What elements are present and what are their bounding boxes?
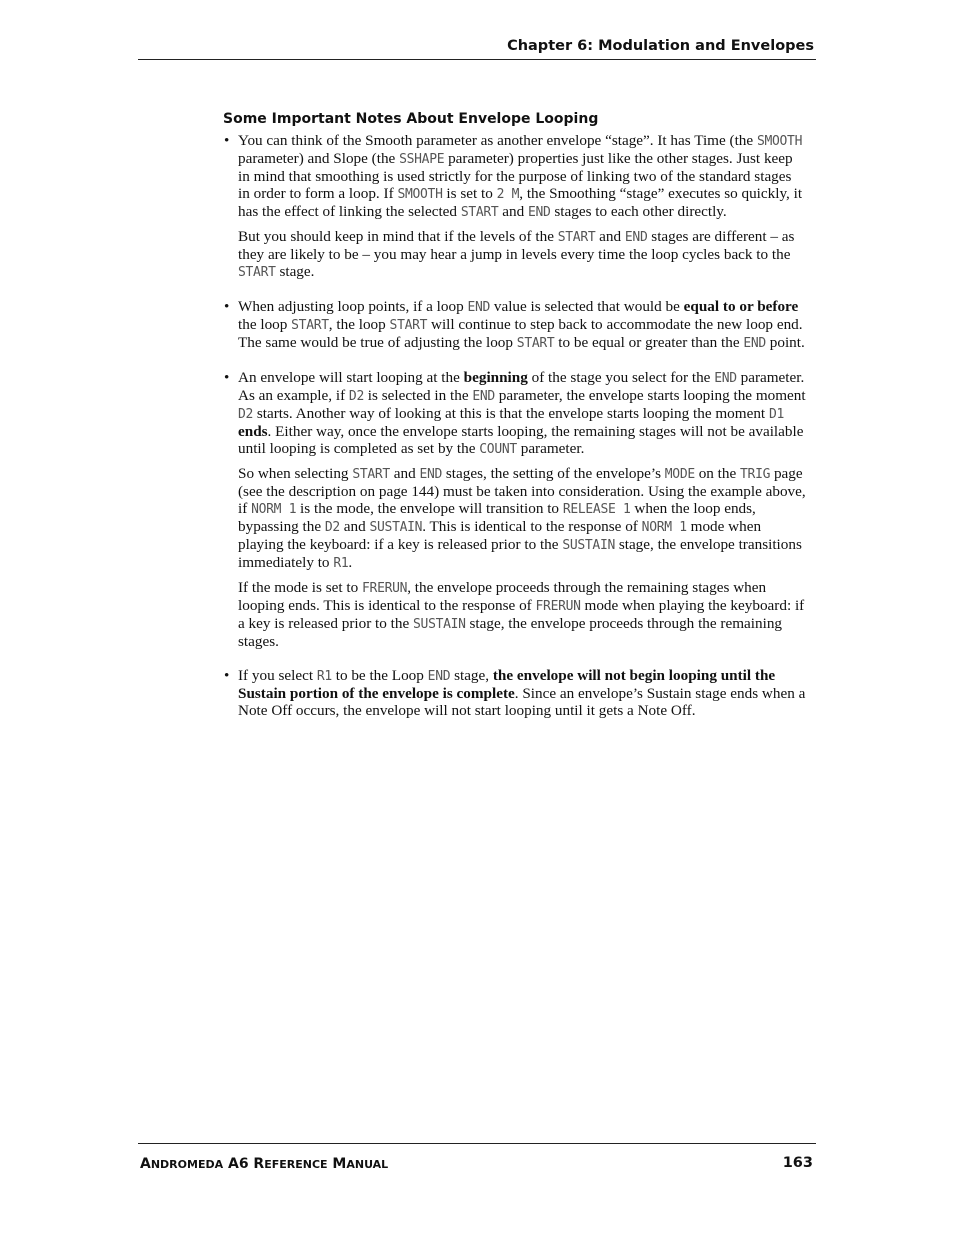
bullet-marker: •: [224, 369, 230, 386]
parameter-name: D2: [348, 389, 364, 404]
parameter-name: SMOOTH: [397, 187, 443, 202]
paragraph: [238, 228, 806, 281]
text-run: is the mode, the envelope will transition to: [296, 500, 563, 517]
parameter-name: TRIG: [740, 467, 771, 482]
parameter-name: END: [714, 371, 737, 386]
parameter-name: START: [460, 205, 499, 220]
parameter-name: FRERUN: [362, 581, 408, 596]
header-rule: [138, 59, 816, 60]
text-run: will continue to step back to accommodate the new loop end. The same would be true of adjusting the loop: [238, 316, 803, 351]
paragraph: [238, 579, 806, 650]
parameter-name: START: [557, 230, 596, 245]
parameter-name: SUSTAIN: [369, 520, 423, 535]
parameter-name: START: [352, 467, 390, 482]
text-run: when the loop ends, bypassing the: [238, 500, 756, 535]
parameter-name: 2 M: [496, 187, 520, 202]
text-run: stages to each other directly.: [550, 203, 727, 220]
bullet-item-smooth: [224, 132, 806, 281]
parameter-name: D2: [324, 520, 340, 535]
paragraph: [238, 369, 806, 458]
text-run: and: [339, 518, 370, 535]
manual-title-part: A6 R: [223, 1156, 265, 1172]
parameter-name: MODE: [664, 467, 695, 482]
text-run: parameter) and Slope (the: [238, 150, 400, 167]
emphasis-text: ends: [238, 423, 268, 440]
text-run: You can think of the Smooth parameter as another envelope “stage”. It has Time (the: [238, 132, 757, 149]
section-heading: Some Important Notes About Envelope Looping: [223, 111, 599, 127]
parameter-name: SMOOTH: [756, 134, 803, 149]
parameter-name: SUSTAIN: [413, 617, 466, 632]
parameter-name: START: [238, 265, 276, 280]
text-run: When adjusting loop points, if a loop: [238, 298, 468, 315]
parameter-name: D1: [768, 407, 784, 422]
manual-title-part: M: [327, 1156, 347, 1172]
text-run: mode when playing the keyboard: if a key is released prior to the: [238, 518, 762, 553]
text-run: . This is identical to the response of: [422, 518, 642, 535]
text-run: parameter.: [516, 440, 585, 457]
text-run: An envelope will start looping at the: [238, 369, 464, 386]
bullet-item-loop-points: [224, 298, 806, 352]
parameter-name: START: [389, 318, 428, 333]
text-run: parameter. As an example, if: [238, 369, 805, 404]
parameter-name: END: [624, 230, 648, 245]
manual-title-part: EFERENCE: [264, 1158, 328, 1171]
parameter-name: NORM 1: [641, 520, 687, 535]
paragraph: [238, 132, 806, 221]
parameter-name: END: [527, 205, 551, 220]
text-run: parameter, the envelope starts looping the moment: [494, 387, 806, 404]
text-run: So when selecting: [238, 465, 353, 482]
bullet-marker: •: [224, 298, 230, 315]
text-run: mode when playing the keyboard: if a key is released prior to the: [238, 597, 805, 632]
page-number: 163: [782, 1155, 813, 1171]
text-run: to be the Loop: [331, 667, 428, 684]
paragraph: [238, 465, 806, 572]
text-run: If you select: [238, 667, 317, 684]
text-run: stage, the envelope proceeds through the remaining stages.: [238, 615, 783, 650]
text-run: and: [595, 228, 625, 245]
manual-title-part: A: [140, 1156, 151, 1172]
text-run: If the mode is set to: [238, 579, 363, 596]
parameter-name: COUNT: [479, 442, 517, 457]
parameter-name: END: [467, 300, 491, 315]
bullet-marker: •: [224, 132, 230, 149]
text-run: on the: [694, 465, 741, 482]
text-run: point.: [765, 334, 805, 351]
emphasis-text: equal to or before: [683, 298, 799, 315]
text-run: stage.: [275, 263, 315, 280]
text-run: . Since an envelope’s Sustain stage ends when a Note Off occurs, the envelope will not start looping until it gets a Note Off.: [238, 685, 806, 719]
chapter-header: Chapter 6: Modulation and Envelopes: [507, 38, 814, 54]
text-run: But you should keep in mind that if the levels of the: [238, 228, 558, 245]
manual-title-part: ANUAL: [346, 1158, 389, 1171]
text-run: and: [389, 465, 420, 482]
parameter-name: RELEASE 1: [562, 502, 631, 517]
text-run: stage,: [450, 667, 493, 684]
text-run: page (see the description on page 144) must be taken into consideration. Using the example above, if: [238, 465, 806, 517]
parameter-name: END: [419, 467, 443, 482]
text-run: .: [348, 554, 353, 571]
text-run: stages, the setting of the envelope’s: [442, 465, 665, 482]
parameter-name: START: [291, 318, 329, 333]
body-content: [224, 132, 806, 719]
text-run: the loop: [238, 316, 292, 333]
text-run: , the Smoothing “stage” executes so quickly, it has the effect of linking the selected: [238, 185, 803, 220]
text-run: of the stage you select for the: [527, 369, 715, 386]
parameter-name: R1: [333, 556, 349, 571]
text-run: is set to: [442, 185, 497, 202]
parameter-name: END: [427, 669, 451, 684]
text-run: , the loop: [328, 316, 390, 333]
bullet-marker: •: [224, 667, 230, 684]
manual-title-part: NDROMEDA: [150, 1158, 224, 1171]
manual-title: [140, 1156, 388, 1172]
text-run: value is selected that would be: [490, 298, 684, 315]
text-run: stage, the envelope transitions immediately to: [238, 536, 802, 571]
text-run: stages are different – as they are likely to be – you may hear a jump in levels every time the loop cycles back to the: [238, 228, 795, 263]
parameter-name: SSHAPE: [399, 152, 445, 167]
bullet-item-start-looping: [224, 369, 806, 650]
bullet-item-r1-end: [224, 667, 806, 719]
parameter-name: D2: [238, 407, 254, 422]
text-run: to be equal or greater than the: [554, 334, 744, 351]
parameter-name: END: [472, 389, 495, 404]
text-run: starts. Another way of looking at this is that the envelope starts looping the moment: [253, 405, 769, 422]
paragraph: [238, 298, 806, 352]
text-run: . Either way, once the envelope starts looping, the remaining stages will not be available until looping is completed as set by the: [238, 423, 804, 457]
paragraph: [238, 667, 806, 719]
parameter-name: SUSTAIN: [562, 538, 616, 553]
parameter-name: START: [516, 336, 555, 351]
footer-rule: [138, 1143, 816, 1144]
parameter-name: END: [743, 336, 766, 351]
text-run: and: [498, 203, 528, 220]
parameter-name: FRERUN: [535, 599, 581, 614]
parameter-name: R1: [316, 669, 332, 684]
emphasis-text: beginning: [463, 369, 528, 386]
text-run: parameter) properties just like the other stages. Just keep in mind that smoothing is used strictly for the purpose of linking two of the standard stages in order to form a loop. If: [238, 150, 793, 202]
text-run: , the envelope proceeds through the remaining stages when looping ends. This is identical to the response of: [238, 579, 767, 614]
text-run: is selected in the: [363, 387, 473, 404]
emphasis-text: the envelope will not begin looping until the Sustain portion of the envelope is complete: [238, 667, 776, 702]
parameter-name: NORM 1: [251, 502, 297, 517]
